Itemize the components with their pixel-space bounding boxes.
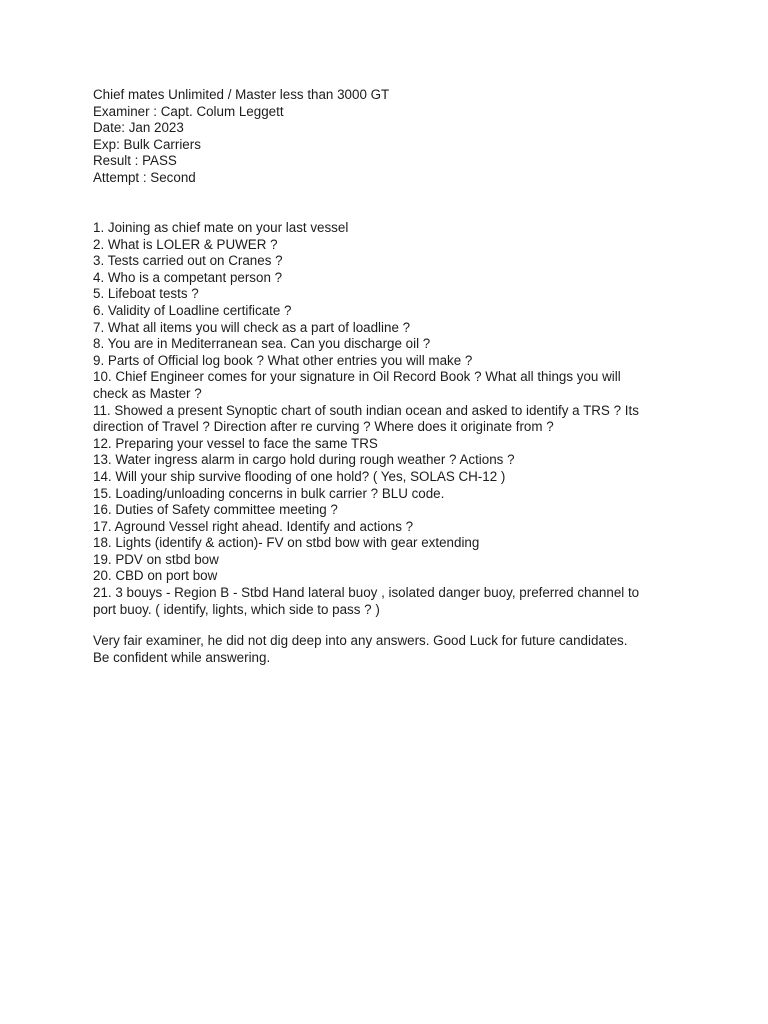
question-list	[93, 220, 693, 618]
question-item	[93, 502, 693, 519]
question-item	[93, 270, 693, 287]
question-item	[93, 320, 693, 337]
attempt-line: Attempt : Second	[93, 169, 196, 185]
question-text: port buoy. ( identify, lights, which side to pass ? )	[93, 601, 380, 617]
question-item	[93, 552, 693, 569]
question-item	[93, 237, 693, 254]
question-text: direction of Travel ? Direction after re curving ? Where does it originate from ?	[93, 419, 554, 435]
exam-remarks	[93, 633, 693, 666]
date-line: Date: Jan 2023	[93, 120, 184, 136]
question-text: 10. Chief Engineer comes for your signature in Oil Record Book ? What all things you will	[93, 369, 621, 385]
question-text: 17. Aground Vessel right ahead. Identify and actions ?	[93, 518, 414, 534]
remarks-line: Very fair examiner, he did not dig deep into any answers. Good Luck for future candidates.	[93, 633, 628, 648]
question-text: 4. Who is a competant person ?	[93, 269, 283, 285]
question-item	[93, 220, 693, 237]
question-text: 15. Loading/unloading concerns in bulk carrier ? BLU code.	[93, 485, 445, 501]
question-text: 1. Joining as chief mate on your last vessel	[93, 220, 349, 235]
question-item	[93, 519, 693, 536]
question-text: 13. Water ingress alarm in cargo hold during rough weather ? Actions ?	[93, 452, 515, 468]
examiner-line: Examiner : Capt. Colum Leggett	[93, 103, 284, 119]
question-text: 21. 3 bouys - Region B - Stbd Hand lateral buoy , isolated danger buoy, preferred channel to	[93, 585, 640, 601]
document-content	[93, 87, 693, 665]
question-text: 14. Will your ship survive flooding of one hold? ( Yes, SOLAS CH-12 )	[93, 468, 506, 484]
exam-header	[93, 87, 693, 187]
question-text: 9. Parts of Official log book ? What other entries you will make ?	[93, 352, 473, 368]
question-item	[93, 436, 693, 453]
question-item	[93, 253, 693, 270]
question-text: 20. CBD on port bow	[93, 568, 218, 584]
question-text: 11. Showed a present Synoptic chart of south indian ocean and asked to identify a TRS ? Its	[93, 402, 639, 418]
result-line: Result : PASS	[93, 153, 177, 169]
question-text: 2. What is LOLER & PUWER ?	[93, 236, 278, 252]
question-item	[93, 486, 693, 503]
question-item	[93, 336, 693, 353]
question-item	[93, 403, 693, 436]
question-text: 18. Lights (identify & action)- FV on stbd bow with gear extending	[93, 535, 480, 551]
question-text: 5. Lifeboat tests ?	[93, 286, 199, 302]
question-text: 19. PDV on stbd bow	[93, 551, 219, 567]
question-item	[93, 535, 693, 552]
question-text: 7. What all items you will check as a part of loadline ?	[93, 319, 411, 335]
question-item	[93, 303, 693, 320]
question-item	[93, 585, 693, 618]
question-item	[93, 286, 693, 303]
question-text: check as Master ?	[93, 385, 202, 401]
question-item	[93, 469, 693, 486]
exam-title: Chief mates Unlimited / Master less than 3000 GT	[93, 87, 390, 102]
question-text: 3. Tests carried out on Cranes ?	[93, 253, 283, 269]
experience-line: Exp: Bulk Carriers	[93, 136, 201, 152]
question-text: 12. Preparing your vessel to face the same TRS	[93, 435, 378, 451]
question-item	[93, 353, 693, 370]
question-text: 6. Validity of Loadline certificate ?	[93, 302, 292, 318]
question-item	[93, 568, 693, 585]
remarks-line: Be confident while answering.	[93, 649, 271, 665]
question-text: 16. Duties of Safety committee meeting ?	[93, 502, 338, 518]
question-item	[93, 452, 693, 469]
question-text: 8. You are in Mediterranean sea. Can you discharge oil ?	[93, 336, 431, 352]
question-item	[93, 369, 693, 402]
